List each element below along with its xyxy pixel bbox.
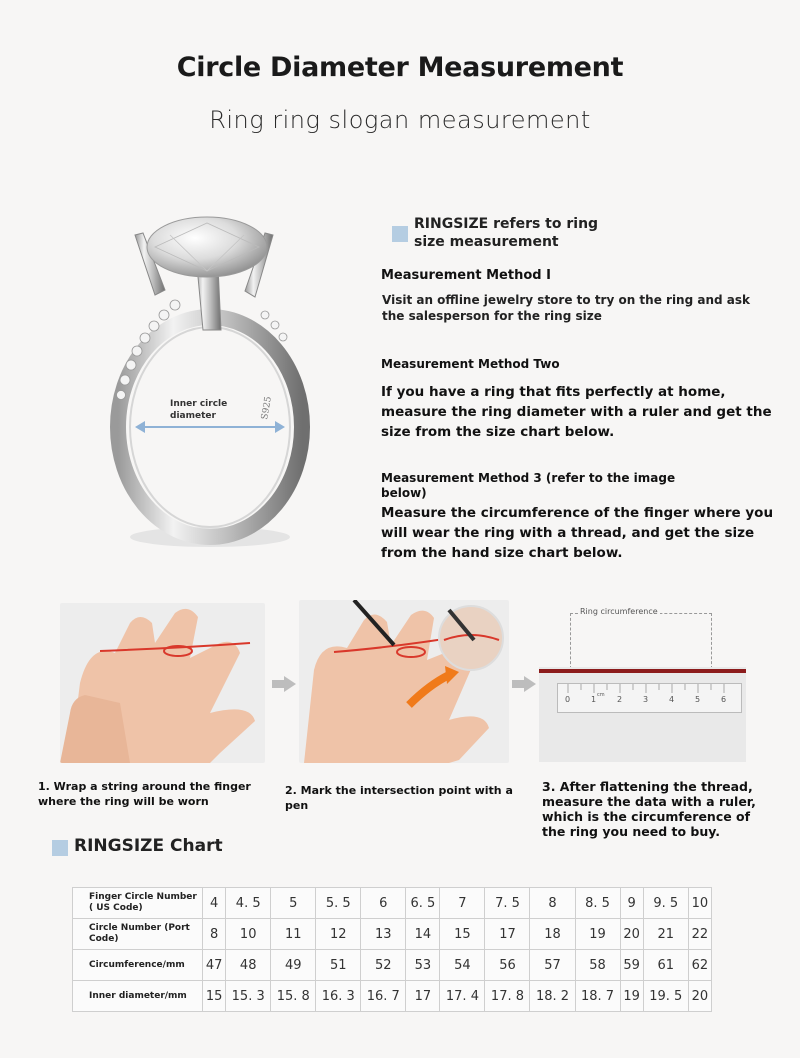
method-2-body: If you have a ring that fits perfectly at home, measure the ring diameter with a ruler and get the size from the size chart below. — [381, 384, 772, 440]
circumference-bracket — [570, 613, 712, 669]
table-cell: 52 — [361, 950, 406, 981]
table-cell: 9 — [620, 888, 643, 919]
thread-bar — [539, 669, 746, 673]
table-cell: 53 — [406, 950, 440, 981]
method-3-heading: Measurement Method 3 (refer to the image below) — [381, 471, 676, 500]
table-cell: 61 — [643, 950, 688, 981]
ringsize-note: RINGSIZE refers to ring size measurement — [414, 216, 599, 250]
table-cell: 15 — [440, 919, 485, 950]
step-2-caption: 2. Mark the intersection point with a pen — [285, 784, 513, 812]
arrow-1-icon — [284, 676, 296, 692]
table-cell: 4. 5 — [226, 888, 271, 919]
table-cell: 19 — [620, 981, 643, 1012]
table-cell: 7 — [440, 888, 485, 919]
ringsize-table — [72, 887, 712, 1012]
ring-illustration — [95, 205, 320, 570]
table-cell: 18. 7 — [575, 981, 620, 1012]
ruler-tick-1: 1 — [591, 695, 597, 704]
row-header: Finger Circle Number ( US Code) — [73, 888, 203, 919]
table-cell: 47 — [203, 950, 226, 981]
method-1-heading: Measurement Method I — [381, 268, 551, 283]
table-cell: 8 — [530, 888, 575, 919]
table-cell: 19. 5 — [643, 981, 688, 1012]
table-cell: 22 — [688, 919, 711, 950]
engraving-text: S925 — [260, 395, 275, 421]
table-cell: 19 — [575, 919, 620, 950]
method-1-body: Visit an offline jewelry store to try on the ring and ask the salesperson for the ring size — [382, 293, 750, 323]
ring-circumference-label: Ring circumference — [580, 607, 658, 616]
table-cell: 62 — [688, 950, 711, 981]
table-cell: 6 — [361, 888, 406, 919]
table-cell: 18. 2 — [530, 981, 575, 1012]
table-cell: 17 — [406, 981, 440, 1012]
inner-circle-label: Inner circle diameter — [170, 399, 228, 421]
ruler-tick-4: 4 — [669, 695, 675, 704]
chart-accent-square — [52, 840, 68, 856]
table-cell: 12 — [316, 919, 361, 950]
arrow-2-icon — [524, 676, 536, 692]
table-cell: 9. 5 — [643, 888, 688, 919]
ruler-tick-2: 2 — [617, 695, 623, 704]
step-1-caption: 1. Wrap a string around the finger where the ring will be worn — [38, 780, 251, 808]
table-cell: 49 — [271, 950, 316, 981]
table-cell: 16. 7 — [361, 981, 406, 1012]
ruler — [557, 683, 742, 713]
ruler-tick-6: 6 — [721, 695, 727, 704]
table-row — [73, 950, 712, 981]
step-3-caption: 3. After flattening the thread, measure the data with a ruler, which is the circumference of the ring you need to buy. — [542, 779, 756, 839]
table-cell: 4 — [203, 888, 226, 919]
method-2-heading: Measurement Method Two — [381, 357, 560, 371]
table-cell: 16. 3 — [316, 981, 361, 1012]
table-cell: 54 — [440, 950, 485, 981]
method-3-body: Measure the circumference of the finger where you will wear the ring with a thread, and get the size from the hand size chart below. — [381, 505, 774, 561]
row-header: Inner diameter/mm — [73, 981, 203, 1012]
table-row — [73, 981, 712, 1012]
ruler-tick-0: 0 — [565, 695, 571, 704]
arrow-1-stem — [272, 680, 284, 688]
ruler-tick-3: 3 — [643, 695, 649, 704]
table-cell: 20 — [620, 919, 643, 950]
table-cell: 57 — [530, 950, 575, 981]
step-1-image — [60, 603, 265, 763]
table-cell: 21 — [643, 919, 688, 950]
accent-square — [392, 226, 408, 242]
ruler-tick-5: 5 — [695, 695, 701, 704]
table-cell: 8. 5 — [575, 888, 620, 919]
page-title: Circle Diameter Measurement — [176, 52, 624, 83]
table-row — [73, 919, 712, 950]
table-cell: 8 — [203, 919, 226, 950]
arrow-2-stem — [512, 680, 524, 688]
step-3-image — [539, 667, 746, 762]
table-cell: 5. 5 — [316, 888, 361, 919]
table-cell: 17. 8 — [485, 981, 530, 1012]
table-cell: 11 — [271, 919, 316, 950]
table-cell: 10 — [688, 888, 711, 919]
table-cell: 15. 8 — [271, 981, 316, 1012]
table-cell: 15. 3 — [226, 981, 271, 1012]
page-subtitle: Ring ring slogan measurement — [209, 106, 591, 134]
table-cell: 15 — [203, 981, 226, 1012]
table-cell: 6. 5 — [406, 888, 440, 919]
table-cell: 14 — [406, 919, 440, 950]
table-cell: 58 — [575, 950, 620, 981]
table-cell: 7. 5 — [485, 888, 530, 919]
table-cell: 51 — [316, 950, 361, 981]
table-cell: 10 — [226, 919, 271, 950]
chart-title: RINGSIZE Chart — [74, 836, 223, 856]
row-header: Circumference/mm — [73, 950, 203, 981]
row-header: Circle Number (Port Code) — [73, 919, 203, 950]
table-cell: 48 — [226, 950, 271, 981]
table-cell: 56 — [485, 950, 530, 981]
table-cell: 20 — [688, 981, 711, 1012]
table-cell: 17 — [485, 919, 530, 950]
table-cell: 17. 4 — [440, 981, 485, 1012]
table-row — [73, 888, 712, 919]
table-cell: 18 — [530, 919, 575, 950]
table-cell: 5 — [271, 888, 316, 919]
ruler-unit: cm — [597, 692, 605, 698]
table-cell: 13 — [361, 919, 406, 950]
table-cell: 59 — [620, 950, 643, 981]
step-2-image — [299, 600, 509, 763]
